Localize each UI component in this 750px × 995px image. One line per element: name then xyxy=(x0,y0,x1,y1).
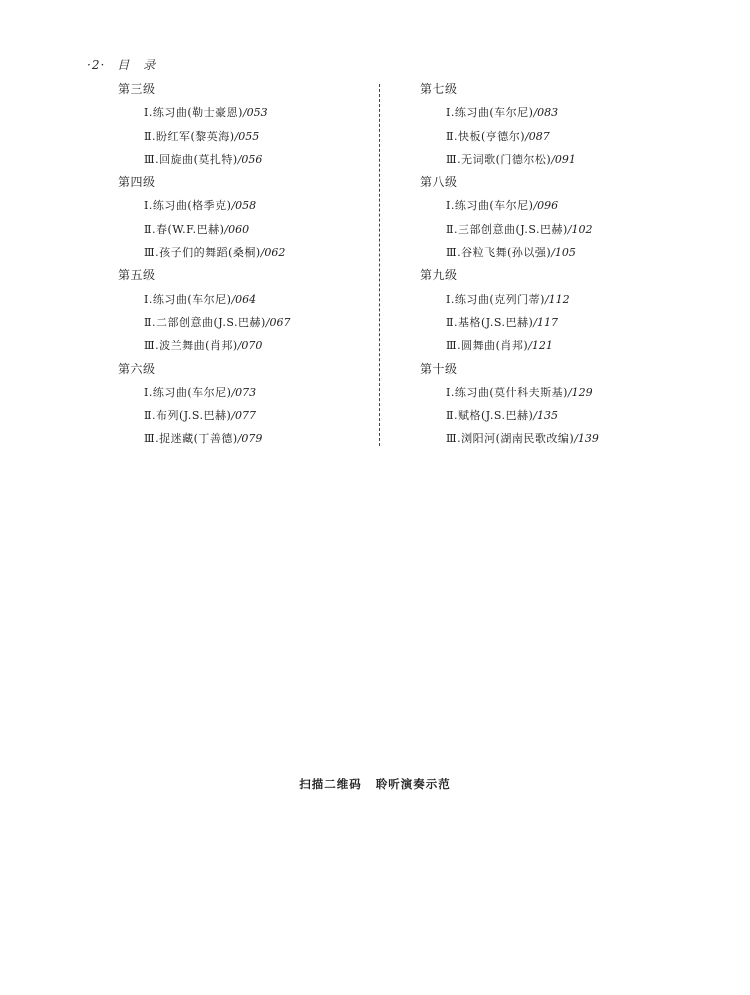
entry-title: 回旋曲(莫扎特) xyxy=(159,152,238,166)
entry-number: Ⅰ. xyxy=(446,292,455,306)
entry-number: Ⅱ. xyxy=(446,409,458,423)
toc-left-column xyxy=(118,78,290,451)
entry-number: Ⅰ. xyxy=(446,106,455,120)
entry-number: Ⅱ. xyxy=(144,129,156,143)
entry-number: Ⅲ. xyxy=(446,339,462,353)
entry-page: /135 xyxy=(533,409,558,423)
toc-entry[interactable] xyxy=(420,148,599,171)
entry-page: /083 xyxy=(533,106,559,120)
entry-number: Ⅱ. xyxy=(446,129,458,143)
entry-number: Ⅲ. xyxy=(144,339,160,353)
toc-entry[interactable] xyxy=(118,381,290,404)
page-number: ·2· xyxy=(87,58,106,72)
entry-title: 二部创意曲(J.S.巴赫) xyxy=(155,315,266,329)
entry-title: 快板(亨德尔) xyxy=(457,129,526,143)
listen-demo-label: 聆听演奏示范 xyxy=(375,777,451,791)
entry-number: Ⅲ. xyxy=(446,152,462,166)
entry-page: /087 xyxy=(525,129,550,143)
toc-entry[interactable] xyxy=(118,311,290,334)
entry-page: /058 xyxy=(231,199,257,213)
entry-title: 无词歌(门德尔松) xyxy=(461,152,552,166)
entry-page: /060 xyxy=(224,222,250,236)
entry-title: 练习曲(车尔尼) xyxy=(152,292,232,306)
entry-number: Ⅰ. xyxy=(144,292,153,306)
level-heading: 第五级 xyxy=(118,268,156,283)
toc-entry[interactable] xyxy=(420,218,599,241)
entry-title: 布列(J.S.巴赫) xyxy=(155,409,232,423)
entry-number: Ⅱ. xyxy=(144,222,156,236)
toc-entry[interactable] xyxy=(118,125,290,148)
entry-title: 赋格(J.S.巴赫) xyxy=(457,409,534,423)
entry-title: 孩子们的舞蹈(桑桐) xyxy=(159,246,261,260)
entry-number: Ⅰ. xyxy=(446,385,455,399)
entry-title: 练习曲(格季克) xyxy=(152,199,232,213)
toc-entry[interactable] xyxy=(420,288,599,311)
entry-number: Ⅱ. xyxy=(446,315,458,329)
level-heading: 第八级 xyxy=(420,175,458,190)
entry-page: /102 xyxy=(567,222,593,236)
entry-number: Ⅰ. xyxy=(446,199,455,213)
entry-page: /064 xyxy=(231,292,257,306)
toc-entry[interactable] xyxy=(420,404,599,427)
level-heading: 第六级 xyxy=(118,361,156,376)
entry-number: Ⅲ. xyxy=(446,246,462,260)
level-heading: 第七级 xyxy=(420,82,458,96)
entry-page: /062 xyxy=(260,246,286,260)
entry-title: 圆舞曲(肖邦) xyxy=(461,339,529,353)
entry-page: /067 xyxy=(265,315,291,329)
toc-entry[interactable] xyxy=(420,381,599,404)
entry-page: /056 xyxy=(237,152,263,166)
toc-entry[interactable] xyxy=(420,334,599,357)
toc-entry[interactable] xyxy=(118,218,290,241)
entry-title: 练习曲(克列门蒂) xyxy=(454,292,545,306)
entry-title: 练习曲(车尔尼) xyxy=(454,106,534,120)
toc-entry[interactable] xyxy=(420,427,599,450)
toc-entry[interactable] xyxy=(420,241,599,264)
entry-number: Ⅱ. xyxy=(144,409,156,423)
toc-entry[interactable] xyxy=(118,427,290,450)
toc-entry[interactable] xyxy=(118,241,290,264)
entry-title: 练习曲(勒士豪恩) xyxy=(152,106,243,120)
page-header xyxy=(87,56,156,73)
entry-page: /112 xyxy=(544,292,570,306)
level-heading: 第三级 xyxy=(118,82,156,96)
entry-page: /077 xyxy=(231,409,256,423)
level-heading: 第九级 xyxy=(420,268,458,283)
entry-page: /079 xyxy=(237,432,263,446)
entry-page: /096 xyxy=(533,199,559,213)
scan-qr-label: 扫描二维码 xyxy=(299,777,362,791)
entry-page: /070 xyxy=(237,339,263,353)
entry-number: Ⅰ. xyxy=(144,385,153,399)
toc-right-column xyxy=(420,78,599,451)
entry-title: 春(W.F.巴赫) xyxy=(155,222,225,236)
toc-entry[interactable] xyxy=(420,311,599,334)
toc-entry[interactable] xyxy=(118,288,290,311)
entry-page: /053 xyxy=(242,106,268,120)
level-heading: 第四级 xyxy=(118,175,156,190)
entry-number: Ⅱ. xyxy=(446,222,458,236)
toc-entry[interactable] xyxy=(118,101,290,124)
toc-entry[interactable] xyxy=(420,194,599,217)
entry-page: /121 xyxy=(528,339,553,353)
entry-number: Ⅰ. xyxy=(144,199,153,213)
toc-entry[interactable] xyxy=(118,404,290,427)
toc-entry[interactable] xyxy=(118,334,290,357)
entry-title: 浏阳河(湖南民歌改编) xyxy=(461,432,575,446)
qr-caption xyxy=(0,776,750,792)
entry-page: /117 xyxy=(533,315,558,329)
entry-number: Ⅲ. xyxy=(144,152,160,166)
entry-number: Ⅲ. xyxy=(446,432,462,446)
entry-page: /091 xyxy=(551,152,576,166)
level-heading: 第十级 xyxy=(420,361,458,376)
entry-title: 练习曲(车尔尼) xyxy=(152,385,232,399)
entry-title: 波兰舞曲(肖邦) xyxy=(159,339,238,353)
entry-title: 练习曲(莫什科夫斯基) xyxy=(454,385,568,399)
entry-number: Ⅲ. xyxy=(144,246,160,260)
entry-number: Ⅱ. xyxy=(144,315,156,329)
entry-title: 盼红军(黎英海) xyxy=(155,129,235,143)
page-title: 目 录 xyxy=(117,58,157,72)
entry-page: /073 xyxy=(231,385,257,399)
entry-page: /129 xyxy=(567,385,593,399)
toc-entry[interactable] xyxy=(420,101,599,124)
column-divider xyxy=(379,84,380,446)
entry-title: 谷粒飞舞(孙以强) xyxy=(461,246,552,260)
entry-title: 三部创意曲(J.S.巴赫) xyxy=(457,222,568,236)
toc-entry[interactable] xyxy=(118,194,290,217)
toc-entry[interactable] xyxy=(420,125,599,148)
entry-title: 捉迷藏(丁善德) xyxy=(159,432,238,446)
toc-entry[interactable] xyxy=(118,148,290,171)
entry-page: /105 xyxy=(551,246,576,260)
entry-page: /055 xyxy=(234,129,260,143)
entry-page: /139 xyxy=(574,432,599,446)
entry-number: Ⅲ. xyxy=(144,432,160,446)
entry-number: Ⅰ. xyxy=(144,106,153,120)
entry-title: 基格(J.S.巴赫) xyxy=(457,315,534,329)
entry-title: 练习曲(车尔尼) xyxy=(454,199,534,213)
